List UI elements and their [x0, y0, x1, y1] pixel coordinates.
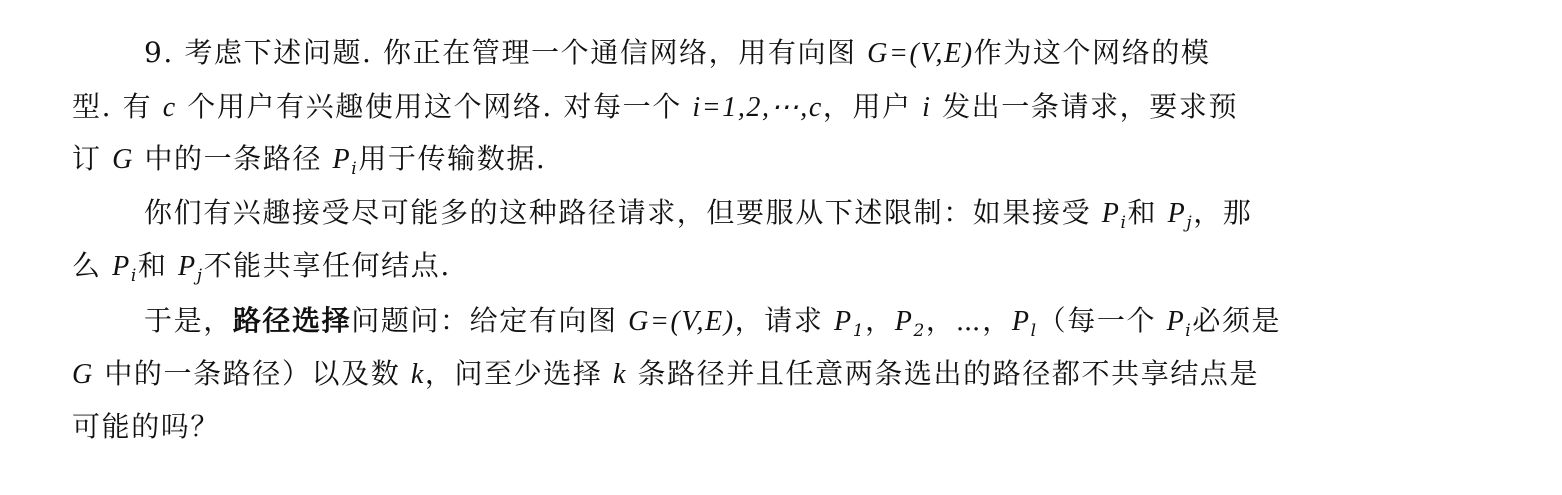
paragraph-2-line-2	[72, 243, 1472, 289]
text: ，请求	[734, 304, 834, 337]
text: 于是，	[144, 304, 233, 337]
text: （每一个	[1037, 304, 1167, 337]
math-var: G	[112, 144, 134, 175]
text: ，那	[1193, 196, 1253, 229]
math-var: P	[1166, 306, 1186, 337]
math-subscript: i	[1120, 213, 1128, 233]
math-subscript: 1	[852, 321, 866, 341]
paragraph-3-line-1	[144, 298, 1469, 344]
math-subscript: i	[1185, 321, 1193, 341]
paragraph-1-line-1	[144, 30, 1469, 76]
math-var: P	[834, 306, 853, 337]
math-subscript: i	[351, 159, 359, 179]
text: ，问至少选择	[424, 357, 613, 390]
text: 不能共享任何结点.	[203, 249, 451, 282]
paragraph-1-line-2	[72, 84, 1472, 130]
math-subscript: l	[1030, 321, 1038, 341]
math-var: P	[112, 251, 131, 282]
text: 可能的吗？	[72, 410, 221, 443]
text: 作为这个网络的模	[973, 36, 1211, 69]
math-subscript: i	[130, 266, 138, 286]
math-var: P	[894, 306, 914, 337]
text: ，用户	[822, 90, 923, 123]
paragraph-2-line-1	[144, 190, 1469, 236]
math-subscript: 2	[913, 321, 926, 341]
paragraph-1-line-3	[72, 136, 1472, 182]
math-var: P	[1011, 306, 1031, 337]
math-var: G	[72, 359, 94, 390]
text: 必须是	[1192, 304, 1282, 337]
text: 考虑下述问题. 你正在管理一个通信网络，用有向图	[184, 36, 868, 69]
text: 中的一条路径）以及数	[93, 357, 411, 390]
math-range: i=1,2,⋯,c	[692, 92, 823, 123]
math-var: k	[410, 359, 425, 390]
text: 中的一条路径	[133, 142, 333, 175]
math-var: k	[612, 359, 628, 390]
text: 发出一条请求，要求预	[931, 90, 1239, 123]
text: 订	[72, 142, 113, 175]
math-subscript: j	[196, 266, 204, 286]
math-var: P	[177, 251, 197, 282]
defined-term: 路径选择	[232, 304, 352, 337]
text: ，⋯，	[925, 304, 1012, 337]
math-var: P	[332, 144, 352, 175]
text: 问题问：给定有向图	[351, 304, 629, 337]
math-graph: G=(V,E)	[867, 38, 974, 69]
text: 型. 有	[72, 90, 163, 123]
math-var: P	[1167, 198, 1187, 229]
text: 和	[1127, 196, 1168, 229]
paragraph-3-line-3	[72, 404, 1472, 450]
text: 么	[72, 249, 113, 282]
text: 和	[137, 249, 178, 282]
text: 个用户有兴趣使用这个网络. 对每一个	[176, 90, 693, 123]
math-var: i	[922, 92, 932, 123]
problem-number: 9.	[144, 36, 174, 69]
math-subscript: j	[1186, 213, 1194, 233]
math-var: c	[162, 92, 177, 123]
text: 用于传输数据.	[358, 142, 547, 175]
math-graph: G=(V,E)	[628, 306, 735, 337]
paragraph-3-line-2	[72, 351, 1472, 397]
math-var: P	[1101, 198, 1121, 229]
text: 你们有兴趣接受尽可能多的这种路径请求，但要服从下述限制：如果接受	[144, 196, 1102, 229]
text: ，	[865, 304, 895, 337]
text: 条路径并且任意两条选出的路径都不共享结点是	[627, 357, 1260, 390]
